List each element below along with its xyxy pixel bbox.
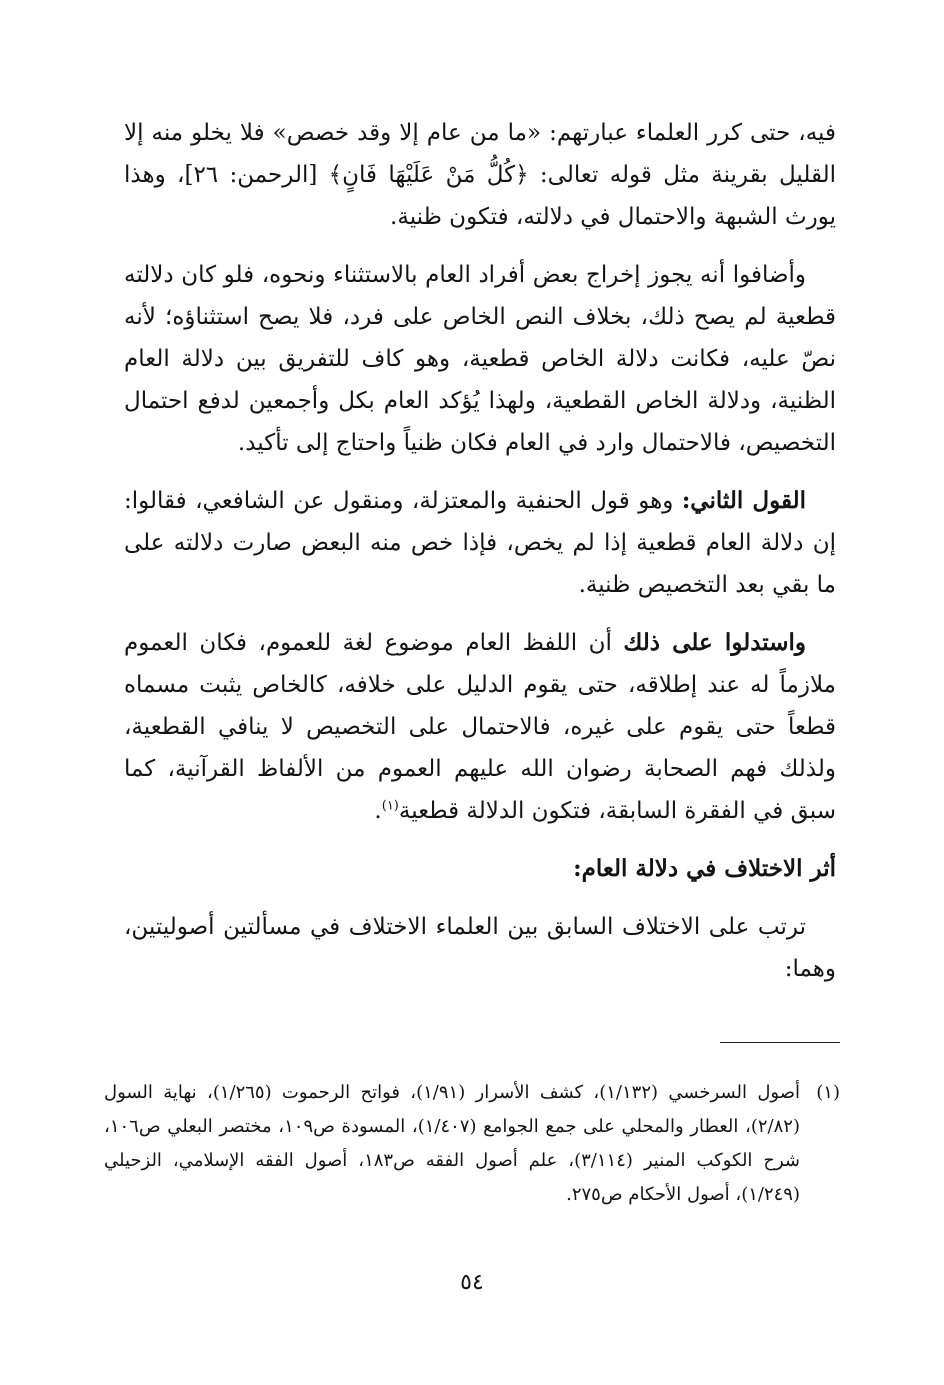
footnote-divider	[720, 1042, 840, 1043]
paragraph-3-text: وهو قول الحنفية والمعتزلة، ومنقول عن الشافعي، فقالوا: إن دلالة العام قطعية إذا لم يخص، فإذا خص منه البعض صارت دلالته على ما بقي بعد التخصيص ظنية.	[124, 488, 836, 598]
paragraph-5	[124, 906, 836, 990]
paragraph-1	[124, 112, 836, 238]
main-text	[124, 112, 836, 1006]
second-opinion-label: القول الثاني:	[681, 487, 806, 514]
paragraph-4-text: أن اللفظ العام موضوع لغة للعموم، فكان العموم ملازماً له عند إطلاقه، حتى يقوم الدليل على خلافه، كالخاص يثبت مسماه قطعاً حتى يقوم على غيره، فالاحتمال على التخصيص لا ينافي القطعية، ولذلك فهم الصحابة رضوان الله عليهم العموم من الألفاظ القرآنية، كما سبق في الفقرة السابقة، فتكون الدلالة قطعية	[124, 630, 836, 824]
paragraph-2	[124, 254, 836, 464]
paragraph-4	[124, 622, 836, 832]
footnotes	[104, 1076, 840, 1212]
paragraph-2-text: وأضافوا أنه يجوز إخراج بعض أفراد العام بالاستثناء ونحوه، فلو كان دلالته قطعية لم يصح ذلك، بخلاف النص الخاص على فرد، فلا يصح استثناؤه؛ لأنه نصّ عليه، فكانت دلالة الخاص قطعية، وهو كاف للتفريق بين دلالة العام الظنية، ودلالة الخاص القطعية، ولهذا يُؤكد العام بكل وأجمعين لدفع احتمال التخصيص، فالاحتمال وارد في العام فكان ظنياً واحتاج إلى تأكيد.	[124, 262, 836, 456]
footnote-text: أصول السرخسي (١/١٣٢)، كشف الأسرار (١/٩١)، فواتح الرحموت (١/٢٦٥)، نهاية السول (٢/٨٢)، العطار والمحلي على جمع الجوامع (١/٤٠٧)، المسودة ص١٠٩، مختصر البعلي ص١٠٦، شرح الكوكب المنير (٣/١١٤)، علم أصول الفقه ص١٨٣، أصول الفقه الإسلامي، الزحيلي (١/٢٤٩)، أصول الأحكام ص٢٧٥.	[104, 1082, 801, 1205]
footnote-1	[104, 1076, 840, 1212]
paragraph-3	[124, 480, 836, 606]
footnote-reference: (١)	[381, 798, 399, 814]
footnote-number: (١)	[816, 1082, 840, 1103]
page-number: ٥٤	[460, 1270, 484, 1295]
section-heading: أثر الاختلاف في دلالة العام:	[573, 855, 836, 882]
paragraph-5-text: ترتب على الاختلاف السابق بين العلماء الاختلاف في مسألتين أصوليتين، وهما:	[124, 914, 836, 982]
paragraph-1-text: فيه، حتى كرر العلماء عبارتهم: «ما من عام إلا وقد خصص» فلا يخلو منه إلا القليل بقرينة مثل قوله تعالى: ﴿كُلُّ مَنْ عَلَيْهَا فَانٍ﴾ [الرحمن: ٢٦]، وهذا يورث الشبهة والاحتمال في دلالته، فتكون ظنية.	[124, 120, 837, 230]
evidence-label: واستدلوا على ذلك	[623, 629, 806, 656]
paragraph-4-end: .	[374, 798, 382, 824]
